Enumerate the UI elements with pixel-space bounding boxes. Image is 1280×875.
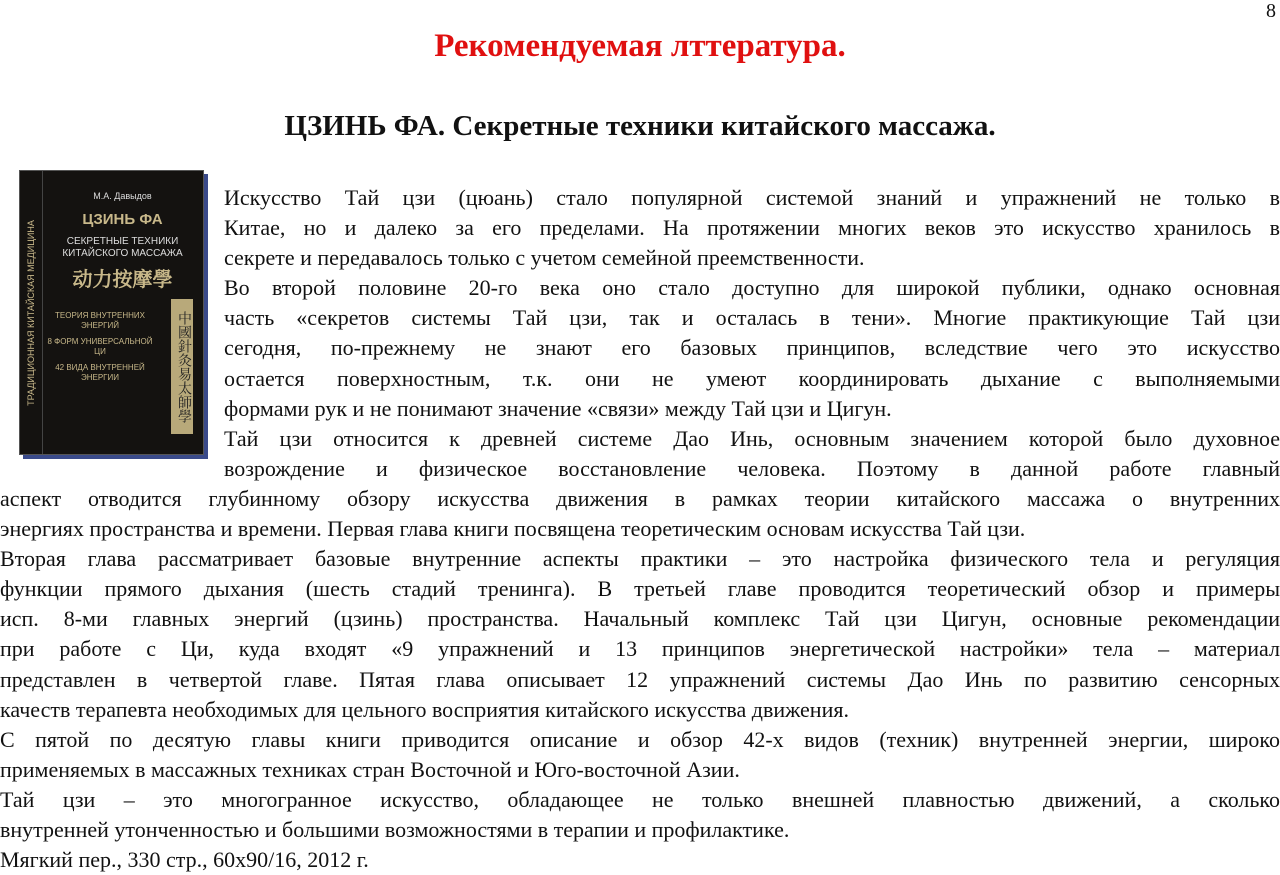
text-line: при работе с Ци, куда входят «9 упражнений и 13 принципов энергетической настройки» тела – материал: [0, 636, 1280, 662]
cover-list-item: 42 ВИДА ВНУТРЕННЕЙ ЭНЕРГИИ: [55, 363, 145, 382]
text-line: Тай цзи – это многогранное искусство, обладающее не только внешней плавностью движений, а сколько: [0, 786, 1280, 812]
text-line: формами рук и не понимают значение «связи» между Тай цзи и Цигун.: [224, 395, 892, 421]
text-line: качеств терапевта необходимых для цельного восприятия китайского искусства движения.: [0, 696, 849, 722]
text-line: энергиях пространства и времени. Первая глава книги посвящена теоретическим основам искусства Тай цзи.: [0, 516, 1026, 542]
text-line: Китае, но и далеко за его пределами. На протяжении многих веков это искусство хранилось в: [224, 215, 1280, 241]
text-line: применяемых в массажных техниках стран Восточной и Юго-восточной Азии.: [0, 756, 740, 782]
text-line: Вторая глава рассматривает базовые внутренние аспекты практики – это настройка физического тела и регуляция: [0, 546, 1280, 572]
text-line: возрождение и физическое восстановление человека. Поэтому в данной работе главный: [224, 455, 1280, 481]
cover-vertical-chinese: 中國針灸易太師學: [171, 299, 193, 434]
text-line: представлен в четвертой главе. Пятая глава описывает 12 упражнений системы Дао Инь по развитию сенсорных: [0, 666, 1280, 692]
text-line: часть «секретов системы Тай цзи, так и осталась в тени». Многие практикующие Тай цзи: [224, 305, 1280, 331]
text-line: внутренней утонченностью и большими возможностями в терапии и профилактике.: [0, 816, 790, 842]
text-line: остается поверхностным, т.к. они не умеют координировать дыхание с выполняемыми: [224, 365, 1280, 391]
page-number: 8: [1266, 0, 1276, 22]
text-line: Тай цзи относится к древней системе Дао Инь, основным значением которой было духовное: [224, 425, 1280, 451]
text-line: функции прямого дыхания (шесть стадий тренинга). В третьей главе проводится теоретический обзор и примеры: [0, 576, 1280, 602]
cover-author: М.А. Давыдов: [93, 191, 152, 201]
text-line: сегодня, по-прежнему не знают его базовых принципов, вследствие чего это искусство: [224, 335, 1280, 361]
cover-spine-text: ТРАДИЦИОННАЯ КИТАЙСКАЯ МЕДИЦИНА: [26, 219, 36, 406]
text-line: Искусство Тай цзи (цюань) стало популярной системой знаний и упражнений не только в: [224, 185, 1280, 210]
text-line: исп. 8-ми главных энергий (цзинь) пространства. Начальный комплекс Тай цзи Цигун, основные рекомендации: [0, 606, 1280, 632]
text-line: Во второй половине 20-го века оно стало доступно для широкой публики, однако основная: [224, 275, 1280, 301]
cover-subtitle-line: СЕКРЕТНЫЕ ТЕХНИКИ: [66, 236, 179, 247]
cover-title: ЦЗИНЬ ФА: [82, 211, 163, 228]
text-line: секрете и передавалось только с учетом семейной преемственности.: [224, 245, 865, 271]
cover-chinese-title: 动力按摩學: [72, 269, 173, 291]
text-line: Мягкий пер., 330 стр., 60х90/16, 2012 г.: [0, 847, 369, 873]
text-line: аспект отводится глубинному обзору искусства движения в рамках теории китайского массажа о внутренних: [0, 485, 1280, 511]
book-title: ЦЗИНЬ ФА. Секретные техники китайского массажа.: [284, 110, 996, 142]
text-line: С пятой по десятую главы книги приводится описание и обзор 42-х видов (техник) внутренней энергии, широко: [0, 726, 1280, 752]
page-title: Рекомендуемая лттература.: [434, 28, 846, 64]
cover-subtitle-line: КИТАЙСКОГО МАССАЖА: [62, 248, 183, 259]
cover-list-item: ТЕОРИЯ ВНУТРЕННИХ ЭНЕРГИЙ: [55, 311, 145, 330]
cover-list-item: 8 ФОРМ УНИВЕРСАЛЬНОЙ ЦИ: [47, 337, 153, 356]
description-text: [0, 183, 1280, 875]
